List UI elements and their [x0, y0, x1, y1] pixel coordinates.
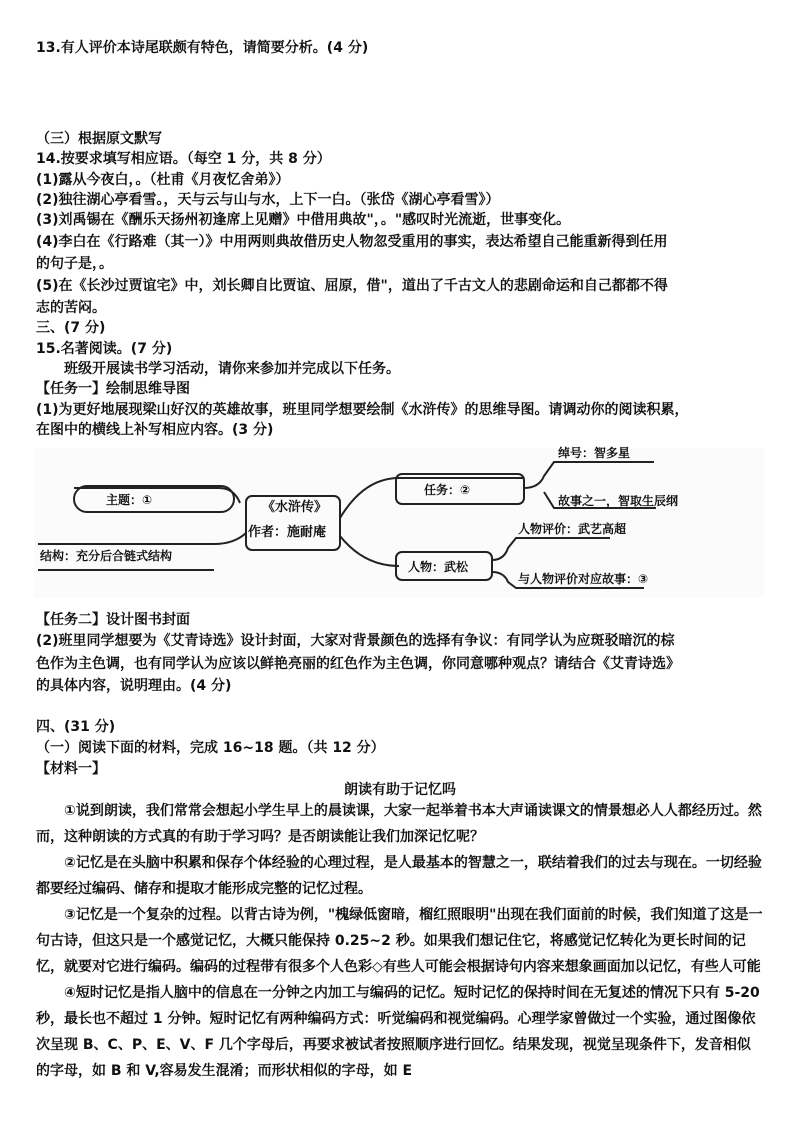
- question-15-title: 15.名著阅读。(7 分): [36, 341, 173, 357]
- q14-item-4: (4)李白在《行路难（其一）》中用两则典故借历史人物忽受重用的事实，表达希望自己能重新得到任用: [36, 234, 668, 250]
- section-3-heading: （三）根据原文默写: [36, 131, 162, 147]
- task-2-question-line-3: 的具体内容，说明理由。(4 分): [36, 678, 232, 694]
- branch-structure: [38, 533, 246, 544]
- theme-box: [74, 486, 234, 512]
- mind-map-structure: 结构：充分后合链式结构: [40, 549, 173, 563]
- question-15-intro: 班级开展读书学习活动，请你来参加并完成以下任务。: [64, 361, 400, 377]
- task-1-question-line-1: (1)为更好地展现梁山好汉的英雄故事，班里同学想要绘制《水浒传》的思维导图。请调动你的阅读积累，: [36, 402, 689, 418]
- paragraph-3: ③记忆是一个复杂的过程。以背古诗为例，"槐绿低窗暗，榴红照眼明"出现在我们面前的时候，我们知道了这是一句古诗，但这只是一个感觉记忆，大概只能保持 0.25~2 秒。如果我们想记住它，将感觉记忆转化为更长时间的记忆，就要对它进行编码。编码的过程带有很多个人色彩◇有些人可能会根据诗句内容来想象画面加以记忆，有些人可能: [36, 907, 763, 975]
- part-4-subheading: （一）阅读下面的材料，完成 16~18 题。（共 12 分）: [36, 740, 385, 756]
- branch-evaluation: [492, 538, 610, 560]
- paragraph-4: ④短时记忆是指人脑中的信息在一分钟之内加工与编码的记忆。短时记忆的保持时间在无复述的情况下只有 5-20 秒，最长也不超过 1 分钟。短时记忆有两种编码方式：听觉编码和视觉编码。心理学家曾做过一个实验，通过图像依次呈现 B、C、P、E、V、F 几个字母后，再要求被试者按照顺序进行回忆。结果发现，视觉呈现条件下，发音相似的字母，如 B 和 V,容易发生混淆；而形状相似的字母，如 E: [36, 985, 760, 1079]
- paragraph-1: ①说到朗读，我们常常会想起小学生早上的晨读课，大家一起举着书本大声诵读课文的情景想必人人都经历过。然而，这种朗读的方式真的有助于学习吗？是否朗读能让我们加深记忆呢？: [36, 803, 762, 845]
- part-3-heading: 三、(7 分): [36, 320, 106, 336]
- mind-map-lines: [34, 448, 764, 598]
- mind-map-center-author: 作者：施耐庵: [248, 525, 327, 540]
- part-4-heading: 四、(31 分): [36, 719, 116, 735]
- q14-item-2: (2)独往湖心亭看雪。，天与云与山与水，上下一白。（张岱《湖心亭看雪》）: [36, 192, 500, 208]
- q14-item-4-cont: 的句子是，。: [36, 256, 113, 272]
- mind-map: [34, 448, 764, 598]
- paragraph-2: ②记忆是在头脑中积累和保存个体经验的心理过程，是人最基本的智慧之一，联结着我们的过去与现在。一切经验都要经过编码、储存和提取才能形成完整的记忆过程。: [36, 855, 762, 897]
- mind-map-evaluation: 人物评价：武艺高超: [518, 522, 627, 536]
- mind-map-character: 人物：武松: [408, 560, 469, 574]
- q14-item-5-cont: 志的苦闷。: [36, 300, 106, 316]
- mind-map-matching-story: 与人物评价对应故事：③: [518, 572, 649, 586]
- mind-map-theme: 主题：①: [106, 493, 153, 507]
- task-1-question-line-2: 在图中的横线上补写相应内容。(3 分): [36, 422, 274, 438]
- q14-item-5: (5)在《长沙过贾谊宅》中，刘长卿自比贾谊、屈原，借"，道出了千古文人的悲剧命运和自己都都不得: [36, 278, 668, 294]
- mind-map-center-title: 《水浒传》: [262, 500, 328, 515]
- task-1-heading: 【任务一】绘制思维导图: [36, 381, 190, 397]
- branch-theme: [74, 488, 240, 503]
- question-13: 13.有人评价本诗尾联颇有特色，请简要分析。(4 分): [36, 40, 369, 56]
- q14-item-1: (1)露从今夜白，。（杜甫《月夜忆舍弟》）: [36, 172, 290, 188]
- material-1-label: 【材料一】: [36, 761, 106, 777]
- question-14-title: 14.按要求填写相应语。（每空 1 分，共 8 分）: [36, 151, 331, 167]
- task-2-question-line-1: (2)班里同学想要为《艾青诗选》设计封面，大家对背景颜色的选择有争议：有同学认为应斑驳暗沉的棕: [36, 633, 675, 649]
- mind-map-task: 任务：②: [424, 483, 471, 497]
- task-2-heading: 【任务二】设计图书封面: [36, 612, 190, 628]
- mind-map-story: 故事之一，智取生辰纲: [558, 494, 679, 508]
- branch-character: [340, 536, 399, 566]
- mind-map-nickname: 绰号：智多星: [558, 446, 631, 460]
- q14-item-3: (3)刘禹锡在《酬乐天扬州初逢席上见赠》中借用典故"，。"感叹时光流逝，世事变化。: [36, 212, 571, 228]
- article-title: 朗读有助于记忆吗: [344, 782, 456, 798]
- branch-nickname: [524, 462, 654, 488]
- task-2-question-line-2: 色作为主色调，也有同学认为应该以鲜艳亮丽的红色作为主色调，你同意哪种观点？请结合《艾青诗选》: [36, 656, 680, 672]
